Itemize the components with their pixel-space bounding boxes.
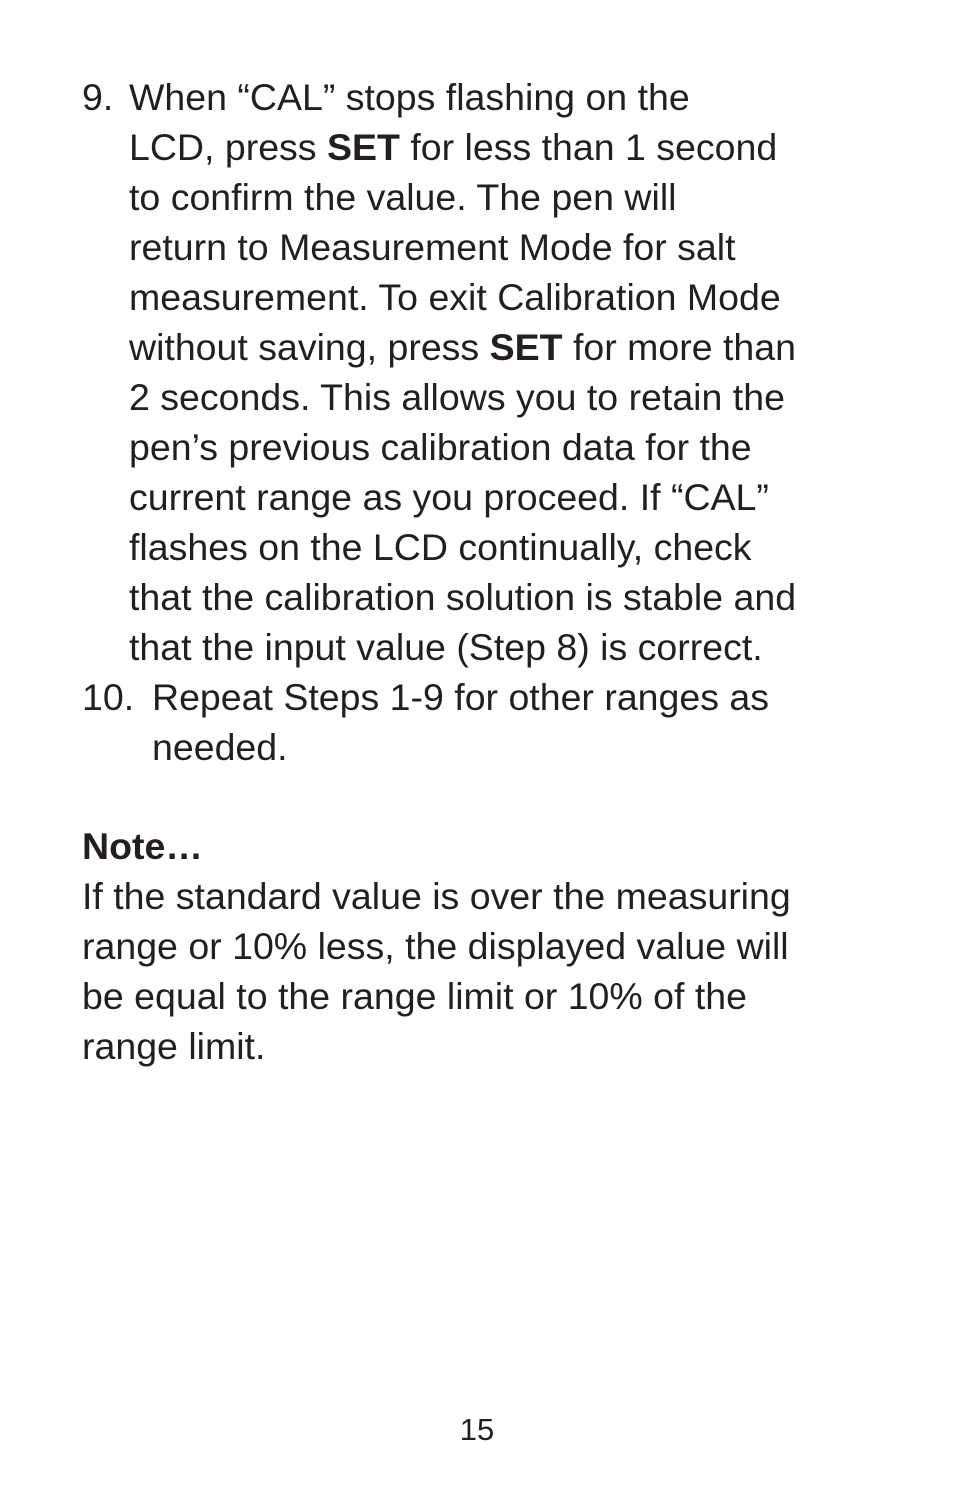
step-9 bbox=[82, 72, 882, 672]
step-10 bbox=[82, 672, 882, 772]
step-number: 9. bbox=[82, 76, 114, 118]
step-line: flashes on the LCD continually, check bbox=[129, 526, 752, 568]
step-line: return to Measurement Mode for salt bbox=[129, 226, 736, 268]
set-key-label: SET bbox=[489, 326, 563, 368]
step-text bbox=[129, 72, 882, 672]
step-line: measurement. To exit Calibration Mode bbox=[129, 276, 781, 318]
note-line: If the standard value is over the measuring bbox=[82, 875, 791, 917]
step-line: current range as you proceed. If “CAL” bbox=[129, 476, 769, 518]
step-line: that the input value (Step 8) is correct. bbox=[129, 626, 763, 668]
step-line: Repeat Steps 1-9 for other ranges as bbox=[152, 676, 770, 718]
step-line: without saving, press SET for more than bbox=[129, 326, 796, 368]
step-line: that the calibration solution is stable and bbox=[129, 576, 797, 618]
step-number: 10. bbox=[82, 676, 135, 718]
note-line: range limit. bbox=[82, 1025, 266, 1067]
note-line: range or 10% less, the displayed value will bbox=[82, 925, 789, 967]
step-text bbox=[152, 672, 882, 772]
note-heading: Note… bbox=[82, 825, 203, 867]
note-section bbox=[82, 821, 882, 1071]
calibration-steps bbox=[82, 72, 882, 772]
step-line: pen’s previous calibration data for the bbox=[129, 426, 752, 468]
step-line: LCD, press SET for less than 1 second bbox=[129, 126, 778, 168]
step-line: When “CAL” stops flashing on the bbox=[129, 76, 690, 118]
step-line: needed. bbox=[152, 726, 288, 768]
step-line: 2 seconds. This allows you to retain the bbox=[129, 376, 785, 418]
step-line: to confirm the value. The pen will bbox=[129, 176, 677, 218]
set-key-label: SET bbox=[326, 126, 400, 168]
note-line: be equal to the range limit or 10% of the bbox=[82, 975, 748, 1017]
page-number: 15 bbox=[459, 1412, 495, 1447]
